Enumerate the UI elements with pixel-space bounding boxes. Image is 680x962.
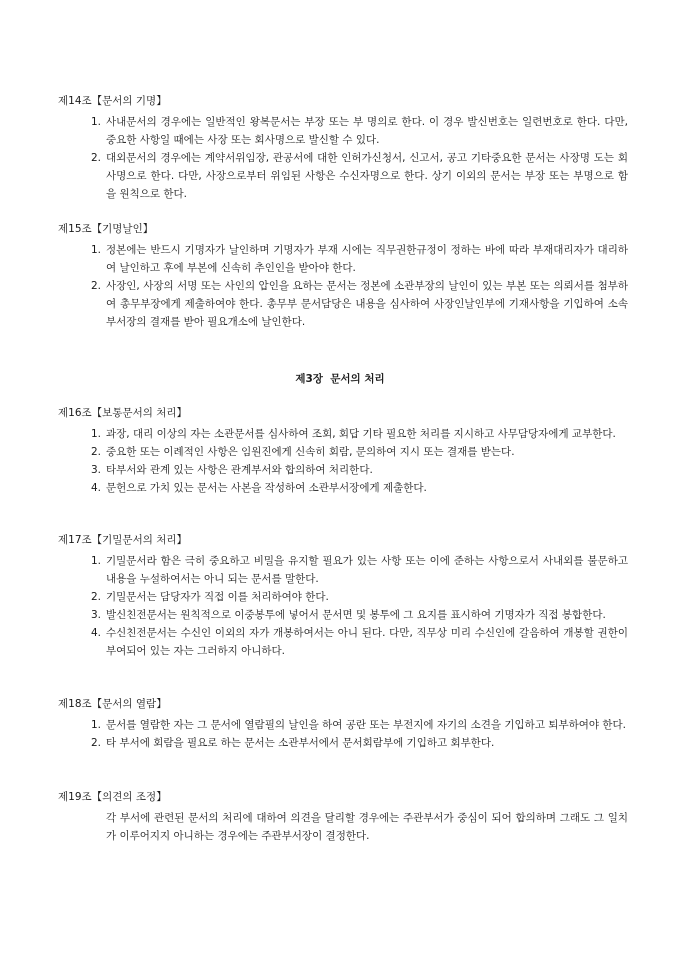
item-text: 타 부서에 회람을 필요로 하는 문서는 소관부서에서 문서회람부에 기입하고 회부한다.: [106, 737, 495, 749]
item-text: 발신친전문서는 원칙적으로 이중봉투에 넣어서 문서면 및 봉투에 그 요지를 표시하여 기명자가 직접 봉합한다.: [106, 609, 606, 621]
item-number: 2.: [91, 737, 102, 749]
item-text: 대외문서의 경우에는 계약서위임장, 관공서에 대한 인허가신청서, 신고서, 공고 기타중요한 문서는 사장명 도는 회사명으로 한다. 다만, 사장으로부터 위임된 사항은 수신자명으로 한다. 상기 이외의 문서는 부장 또는 부명으로 함을 원칙으로 한다.: [106, 152, 628, 200]
article-title: 제17조【기밀문서의 처리】: [58, 534, 187, 546]
list-item: [58, 443, 628, 461]
list-item: [58, 425, 628, 443]
chapter-title: 제3장 문서의 처리: [295, 373, 385, 385]
list-item: [58, 716, 628, 734]
item-number: 3.: [91, 609, 102, 621]
article-items: [58, 113, 628, 203]
item-number: 1.: [91, 428, 102, 440]
list-item: [58, 734, 628, 752]
article-items: [58, 552, 628, 660]
article-title: 제19조【의견의 조정】: [58, 791, 167, 803]
article-19: [58, 790, 628, 845]
item-text: 문헌으로 가치 있는 문서는 사본을 작성하여 소관부서장에게 제출한다.: [106, 482, 427, 494]
list-item: [58, 461, 628, 479]
item-text: 문서를 열람한 자는 그 문서에 열람필의 날인을 하여 공란 또는 부전지에 자기의 소견을 기입하고 퇴부하여야 한다.: [106, 719, 626, 731]
item-text: 사장인, 사장의 서명 또는 사인의 압인을 요하는 문서는 정본에 소관부장의 날인이 있는 부본 또는 의뢰서를 첨부하여 총무부장에게 제출하여야 한다. 총무부 문서담당은 내용을 심사하여 사장인날인부에 기재사항을 기입하여 소속부서장의 결재를 받아 필요개소에 날인한다.: [106, 280, 628, 328]
item-number: 2.: [91, 446, 102, 458]
item-number: 2.: [91, 591, 102, 603]
list-item: [58, 113, 628, 149]
article-18: [58, 697, 628, 752]
item-text: 타부서와 관계 있는 사항은 관계부서와 합의하여 처리한다.: [106, 464, 373, 476]
item-number: 1.: [91, 555, 102, 567]
item-text: 사내문서의 경우에는 일반적인 왕복문서는 부장 또는 부 명의로 한다. 이 경우 발신번호는 일련번호로 한다. 다만, 중요한 사항일 때에는 사장 또는 회사명으로 발신할 수 있다.: [106, 116, 628, 146]
article-15: [58, 222, 628, 331]
item-number: 1.: [91, 116, 102, 128]
item-text: 중요한 또는 이례적인 사항은 임원진에게 신속히 회람, 문의하여 지시 또는 결재를 받는다.: [106, 446, 515, 458]
list-item: [58, 241, 628, 277]
item-number: 3.: [91, 464, 102, 476]
item-number: 4.: [91, 627, 102, 639]
article-items: [58, 425, 628, 497]
item-number: 2.: [91, 152, 102, 164]
item-number: 1.: [91, 244, 102, 256]
item-text: 정본에는 반드시 기명자가 날인하며 기명자가 부재 시에는 직무권한규정이 정하는 바에 따라 부재대리자가 대리하여 날인하고 후에 부본에 신속히 추인인을 받아야 한다.: [106, 244, 628, 274]
list-item: [58, 149, 628, 203]
article-items: [58, 241, 628, 331]
list-item: [58, 606, 628, 624]
list-item: [58, 552, 628, 588]
article-title: 제16조【보통문서의 처리】: [58, 407, 187, 419]
list-item: [58, 624, 628, 660]
item-number: 1.: [91, 719, 102, 731]
list-item: [58, 277, 628, 331]
article-title: 제18조【문서의 열람】: [58, 698, 167, 710]
item-number: 4.: [91, 482, 102, 494]
article-16: [58, 406, 628, 497]
item-text: 기밀문서라 함은 극히 중요하고 비밀을 유지할 필요가 있는 사항 또는 이에 준하는 사항으로서 사내외를 불문하고 내용을 누설하여서는 아니 되는 문서를 말한다.: [106, 555, 628, 585]
list-item: [58, 588, 628, 606]
item-text: 기밀문서는 담당자가 직접 이를 처리하여야 한다.: [106, 591, 329, 603]
article-17: [58, 533, 628, 660]
article-title: 제14조【문서의 기명】: [58, 95, 167, 107]
item-text: 수신친전문서는 수신인 이외의 자가 개봉하여서는 아니 된다. 다만, 직무상 미리 수신인에 갈음하여 개봉할 권한이 부여되어 있는 자는 그러하지 아니하다.: [106, 627, 628, 657]
list-item: [58, 479, 628, 497]
article-paragraph: 각 부서에 관련된 문서의 처리에 대하여 의견을 달리할 경우에는 주관부서가 중심이 되어 합의하며 그래도 그 일치가 이루어지지 아니하는 경우에는 주관부서장이 결정한다.: [106, 812, 628, 842]
article-items: [58, 716, 628, 752]
item-text: 과장, 대리 이상의 자는 소관문서를 심사하여 조회, 회답 기타 필요한 처리를 지시하고 사무담당자에게 교부한다.: [106, 428, 616, 440]
article-title: 제15조【기명날인】: [58, 223, 154, 235]
article-14: [58, 94, 628, 203]
item-number: 2.: [91, 280, 102, 292]
